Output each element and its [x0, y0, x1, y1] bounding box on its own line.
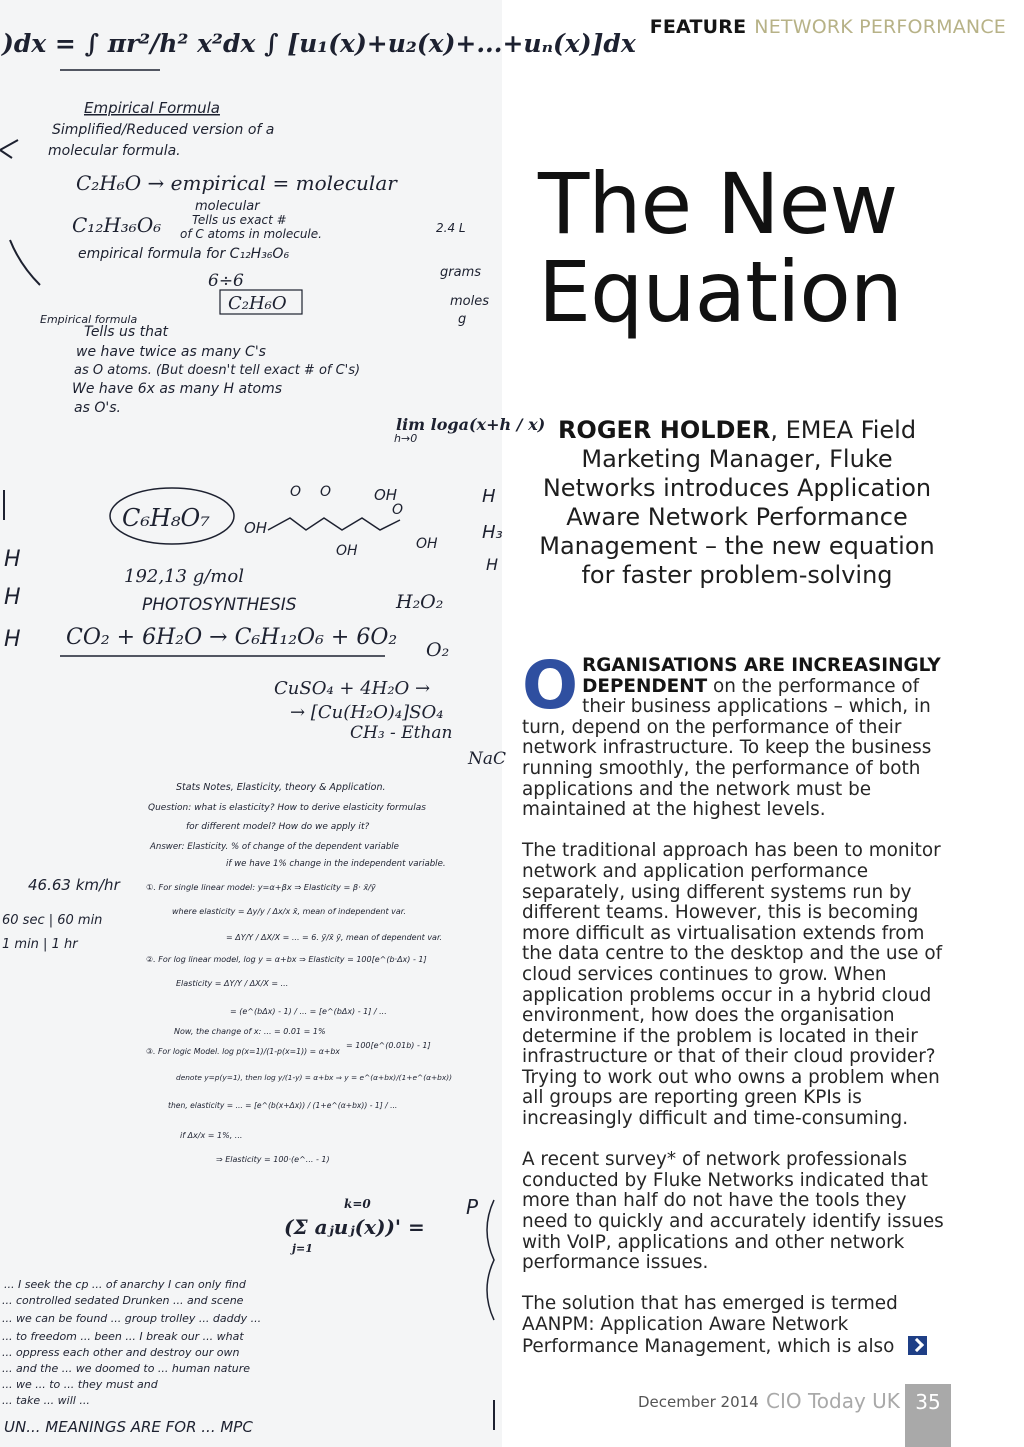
divide: 6÷6 — [208, 271, 244, 291]
stats-s12: if Δx/x = 1%, ... — [180, 1131, 243, 1140]
stats-a2: if we have 1% change in the independent variable. — [226, 859, 446, 869]
footer-publication: CIO Today UK — [766, 1389, 900, 1413]
empirical-heading: Empirical Formula — [84, 99, 220, 117]
page-number: 35 — [915, 1390, 941, 1414]
photo-eq: CO₂ + 6H₂O → C₆H₁₂O₆ + 6O₂ — [66, 625, 398, 650]
stats-notes — [146, 782, 452, 1164]
side-3: moles — [450, 294, 489, 309]
cuso4-1: CuSO₄ + 4H₂O → — [274, 678, 431, 699]
speed-1: 46.63 km/hr — [28, 876, 120, 894]
empirical-def-1: Simplified/Reduced version of a — [52, 122, 275, 138]
left-h1: H — [4, 547, 21, 572]
page-number-box — [905, 1384, 951, 1447]
c12-line: C₁₂H₃₆O₆ — [72, 213, 162, 237]
ef-4: We have 6x as many H atoms — [72, 381, 283, 397]
stats-s5: Elasticity = ΔY/Y / ΔX/X = ... — [176, 979, 289, 988]
ethan: CH₃ - Ethan — [350, 723, 453, 743]
ef-2: we have twice as many C's — [76, 344, 266, 360]
oh-4: OH — [416, 536, 438, 552]
p-letter: P — [466, 1195, 479, 1219]
oh-2: OH — [374, 486, 398, 504]
oh-3: OH — [336, 543, 358, 559]
continue-arrow-icon[interactable] — [908, 1336, 927, 1355]
stats-a1: Answer: Elasticity. % of change of the dependent variable — [150, 842, 399, 852]
o-1: O — [290, 484, 302, 500]
stats-s6: = (e^(bΔx) - 1) / ... = [e^(bΔx) - 1] / ... — [230, 1007, 387, 1016]
ef-5: as O's. — [74, 400, 121, 416]
molar-mass: 192,13 g/mol — [124, 566, 244, 587]
limit-sub: h→0 — [394, 432, 418, 445]
stats-title: Stats Notes, Elasticity, theory & Application. — [176, 782, 386, 793]
stats-s3: = ΔY/Y / ΔX/X = ... = 6. ȳ/x̄ ȳ, mean of dependent var. — [226, 933, 443, 942]
empirical-def-2: molecular formula. — [48, 143, 181, 159]
limit: lim loga(x+h / x) — [396, 415, 546, 434]
side-2: grams — [440, 265, 481, 280]
standfirst-text: , EMEA Field Marketing Manager, Fluke Networks introduces Application Aware Network Performance Management – the new equation for faster problem-solving — [539, 416, 935, 589]
stats-s7: Now, the change of x: ... = 0.01 = 1% — [174, 1027, 326, 1036]
stats-q2: for different model? How do we apply it? — [186, 822, 370, 832]
circled-formula: C₆H₈O₇ — [122, 504, 210, 532]
ef-1: Tells us that — [84, 324, 169, 340]
section-topic: NETWORK PERFORMANCE — [754, 16, 1006, 38]
brace — [487, 1200, 494, 1320]
lead-paragraph — [522, 647, 952, 821]
scribbles — [2, 1278, 261, 1436]
scribble-1: ... I seek the cp ... of anarchy I can only find — [4, 1278, 246, 1291]
h-right-1: H — [482, 486, 496, 507]
top-equation: )dx = ∫ πr²/h² x²dx ∫ [u₁(x)+u₂(x)+...+uₙ(x)]dx — [2, 29, 636, 58]
stats-s2: where elasticity = Δy/y / Δx/x x̄, mean of independent var. — [172, 907, 406, 916]
side-1: 2.4 L — [436, 221, 466, 235]
ef-3: as O atoms. (But doesn't tell exact # of C's) — [74, 363, 361, 378]
scribble-7: ... we ... to ... they must and — [2, 1378, 158, 1391]
section-name: FEATURE — [649, 16, 747, 38]
cuso4-2: → [Cu(H₂O)₄]SO₄ — [290, 702, 444, 723]
empirical-for: empirical formula for C₁₂H₃₆O₆ — [78, 246, 290, 262]
stats-q1: Question: what is elasticity? How to derive elasticity formulas — [148, 803, 426, 813]
stats-s4: ②. For log linear model, log y = α+bx ⇒ Elasticity = 100[e^(b·Δx) - 1] — [146, 955, 427, 964]
o2: O₂ — [426, 639, 450, 661]
c2h6o-line: C₂H₆O → empirical = molecular — [76, 171, 397, 195]
side-4: g — [458, 312, 467, 327]
stats-s10: denote y=p(y=1), then log y/(1-y) = α+bx ⇒ y = e^(α+bx)/(1+e^(α+bx)) — [176, 1073, 452, 1082]
sum-sub: j=1 — [292, 1242, 313, 1255]
scribble-8: ... take ... will ... — [2, 1394, 90, 1407]
h-right-2: H₃ — [482, 522, 503, 543]
sum-label: k=0 — [344, 1197, 371, 1211]
scribble-5: ... oppress each other and destroy our own — [2, 1346, 240, 1359]
molecular-note-2: Tells us exact # — [192, 213, 287, 227]
stats-s1: ①. For single linear model: y=α+βx ⇒ Elasticity = β· x̄/ȳ — [146, 882, 376, 892]
title-line-1: The New — [538, 155, 898, 253]
scribble-4: ... to freedom ... been ... I break our ... what — [2, 1330, 244, 1343]
molecular-note-3: of C atoms in molecule. — [180, 227, 322, 241]
footer-date: December 2014 — [638, 1393, 759, 1411]
o-2: O — [320, 484, 332, 500]
left-h2: H — [4, 585, 21, 610]
stats-s11: then, elasticity = ... = [e^(b(x+Δx)) / (1+e^(α+bx)) - 1] / ... — [168, 1101, 398, 1110]
lead-caps: RGANISATIONS ARE INCREASINGLY DEPENDENT — [582, 655, 941, 697]
title-line-2: Equation — [538, 243, 903, 341]
stats-s13: ⇒ Elasticity = 100·(e^... - 1) — [216, 1155, 330, 1164]
molecular-note-1: molecular — [195, 199, 260, 214]
arrow-down — [10, 240, 40, 285]
lead-text: on the performance of their business applications – which, in turn, depend on the performance of their network infrastructure. To keep the business running smoothly, the performance of both applications and the network must be maintained at the highest levels. — [522, 675, 932, 821]
arrow-left — [0, 140, 18, 158]
stats-s8: = 100[e^(0.01b) - 1] — [346, 1041, 431, 1050]
article-body — [522, 647, 952, 1378]
speed-2: 60 sec | 60 min — [2, 913, 103, 928]
paragraph-4-text: The solution that has emerged is termed AANPM: Application Aware Network Performance Management, which is also — [522, 1293, 898, 1357]
scribble-3: ... we can be found ... group trolley ... daddy ... — [2, 1312, 262, 1325]
molecule-chain — [268, 518, 400, 530]
photo-label: PHOTOSYNTHESIS — [142, 595, 297, 615]
sum-eq: (Σ aⱼuⱼ(x))' = — [284, 1215, 425, 1239]
drop-cap: O — [522, 647, 579, 724]
ef-label: Empirical formula — [40, 313, 138, 326]
scribble-9: UN... MEANINGS ARE FOR ... MPC — [4, 1418, 253, 1436]
nac: NaC — [468, 749, 507, 769]
paragraph-2: The traditional approach has been to monitor network and application performance separately, using different systems run by different teams. However, this is becoming more difficult as virtualisation extends from the data centre to the desktop and the use of cloud services continues to grow. When application problems occur in a hybrid cloud environment, how does the organisation determine if the problem is located in their infrastructure or that of their cloud provider? Trying to work out who owns a problem when all groups are reporting green KPIs is increasingly difficult and time-consuming. — [522, 840, 943, 1130]
o-3: O — [392, 502, 404, 518]
scribble-6: ... and the ... we doomed to ... human nature — [2, 1362, 251, 1375]
stats-s9: ③. For logic Model. log p(x=1)/(1-p(x=1)) = α+bx — [146, 1047, 340, 1056]
h2o2: H₂O₂ — [396, 591, 444, 613]
author-name: ROGER HOLDER — [557, 416, 771, 444]
article-title — [538, 155, 1008, 341]
section-label — [650, 16, 1006, 38]
standfirst — [530, 416, 944, 590]
result: C₂H₆O — [228, 293, 287, 314]
left-h3: H — [4, 627, 21, 652]
paragraph-3: A recent survey* of network professionals conducted by Fluke Networks indicated that more than half do not have the tools they need to quickly and accurately identify issues with VoIP, applications and other network performance issues. — [522, 1149, 944, 1274]
speed-3: 1 min | 1 hr — [2, 937, 78, 952]
paragraph-4 — [522, 1294, 952, 1357]
oh-1: OH — [244, 519, 268, 537]
h-right-3: H — [486, 555, 499, 574]
scribble-2: ... controlled sedated Drunken ... and scene — [2, 1294, 244, 1307]
